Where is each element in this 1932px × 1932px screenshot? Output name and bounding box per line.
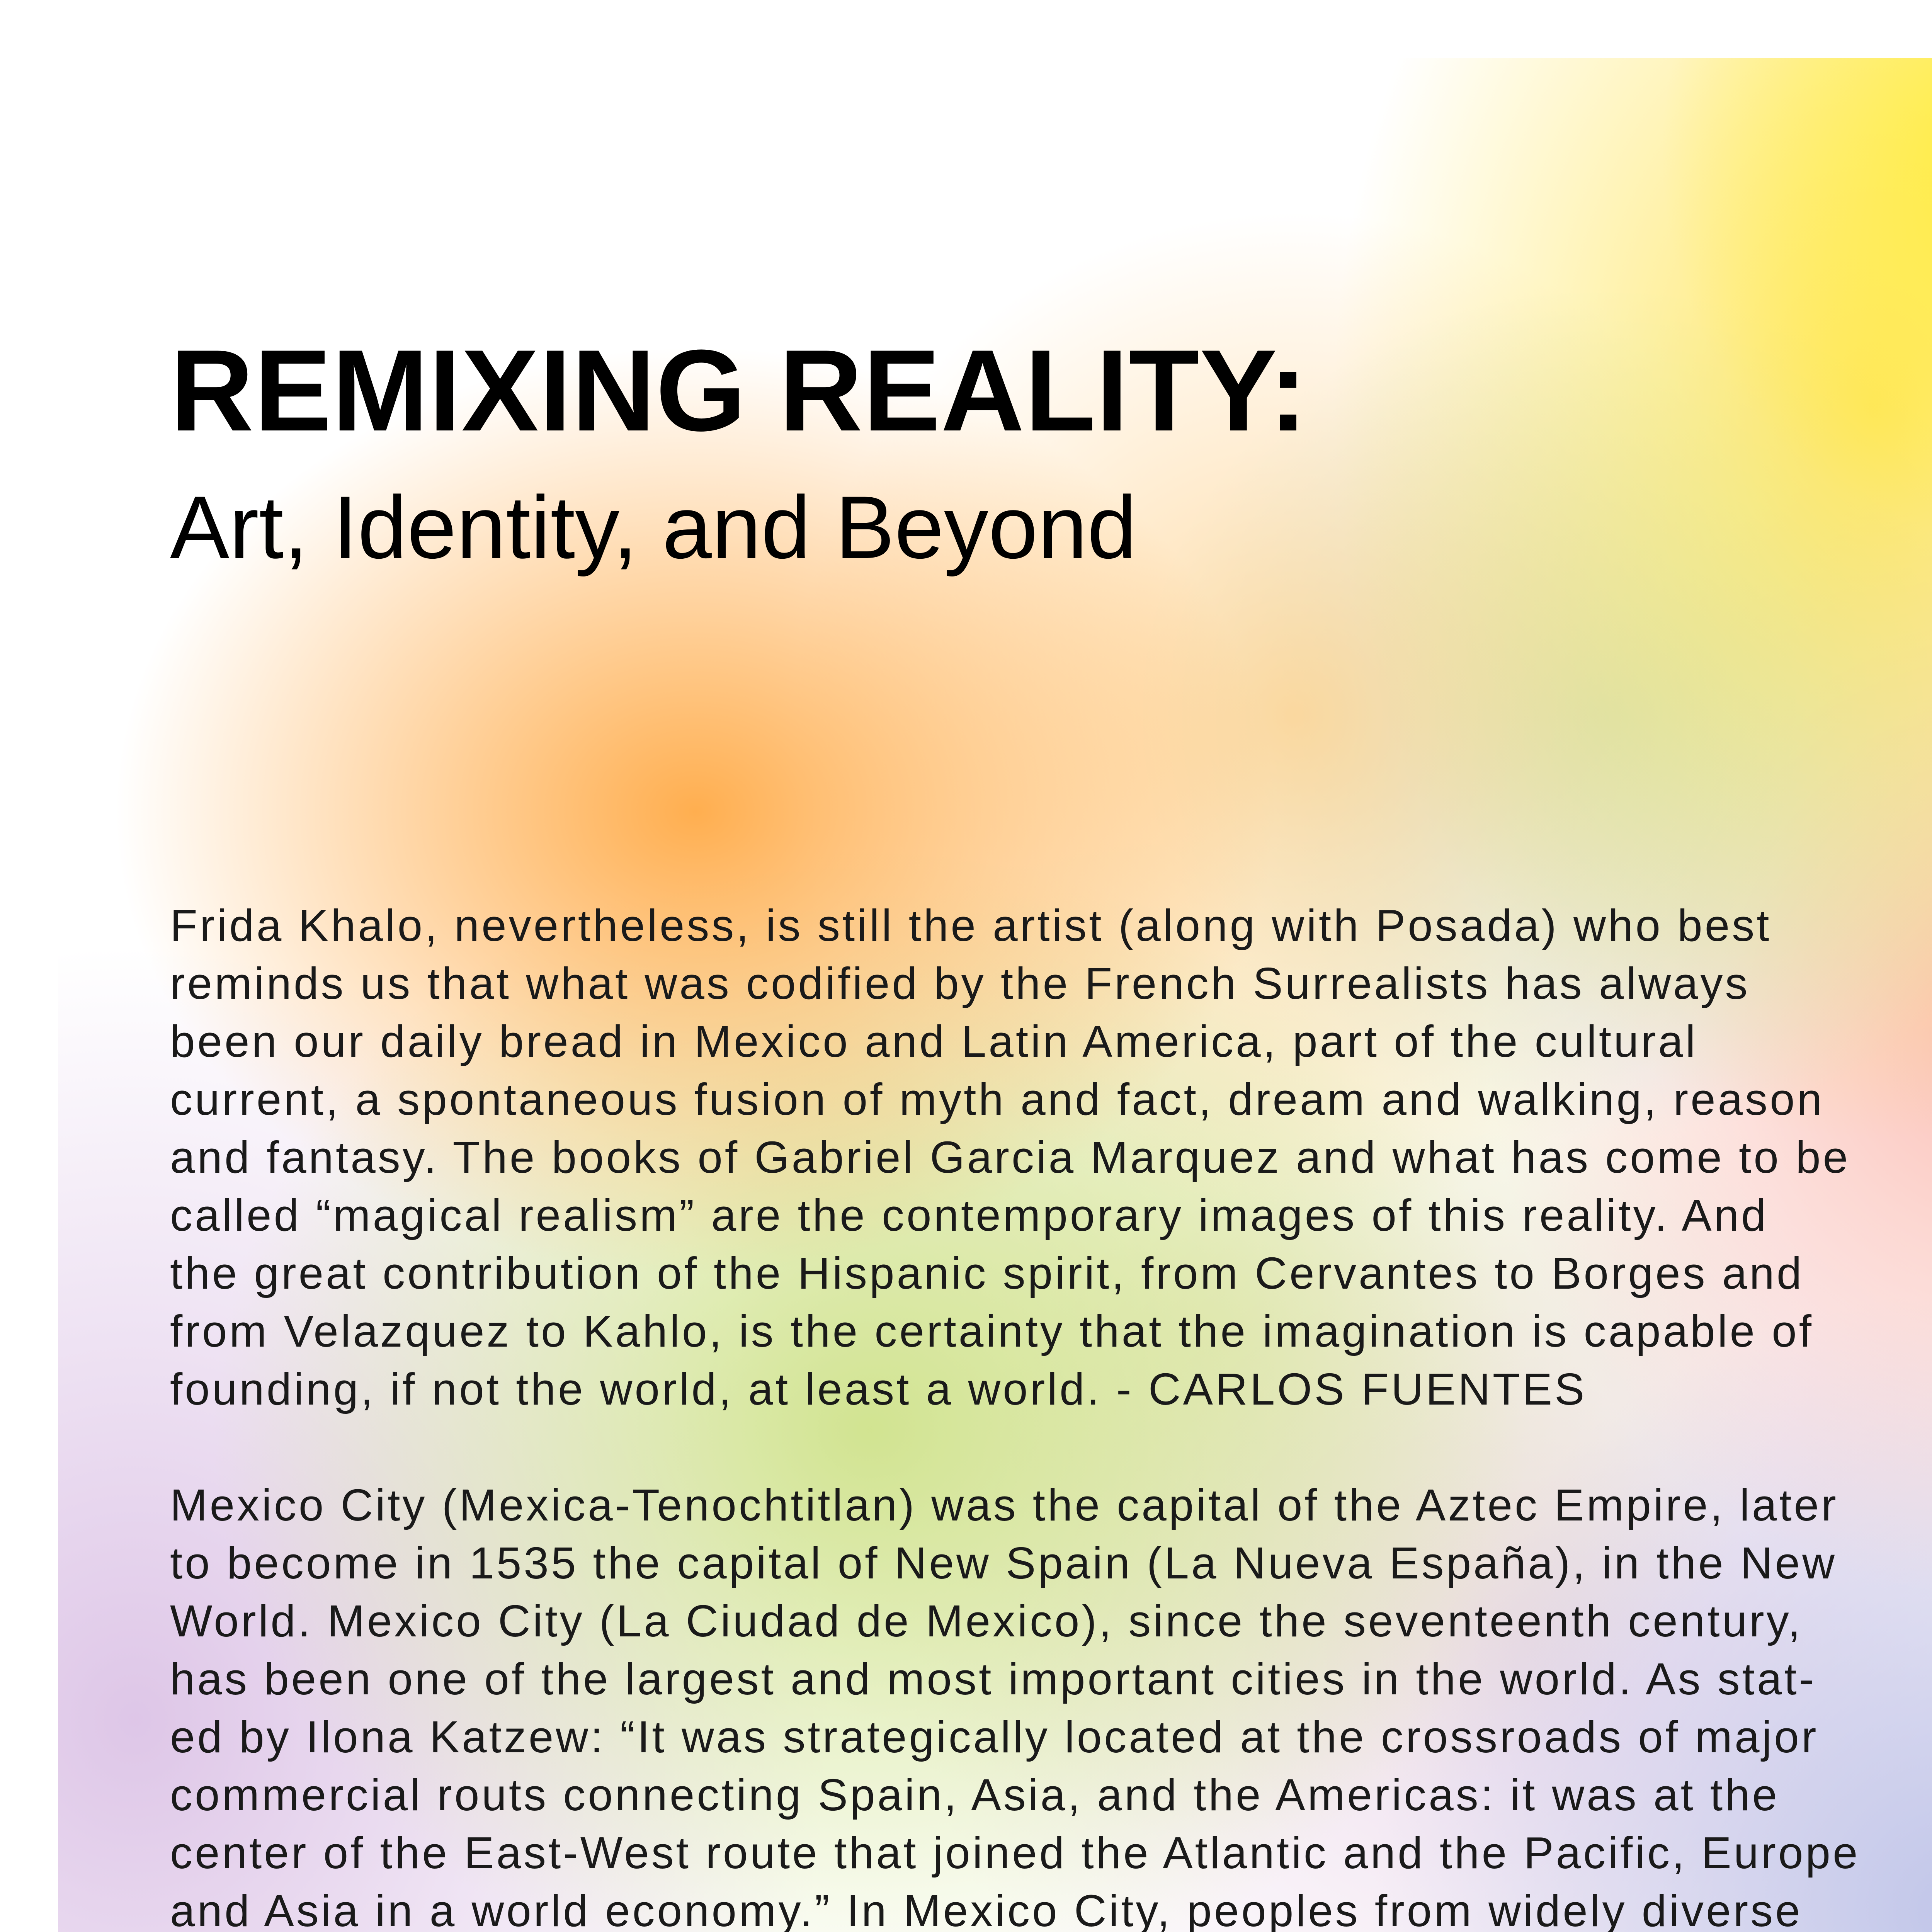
paragraph-line: and fantasy. The books of Gabriel Garcia Marquez and what has come to be — [170, 1128, 1850, 1186]
paragraph-line: been our daily bread in Mexico and Latin America, part of the cultural — [170, 1012, 1850, 1070]
paragraph-line: to become in 1535 the capital of New Spain (La Nueva España), in the New — [170, 1534, 1860, 1592]
paragraph-line: current, a spontaneous fusion of myth and fact, dream and walking, reason — [170, 1070, 1850, 1128]
paragraph-line: Frida Khalo, nevertheless, is still the artist (along with Posada) who best — [170, 896, 1850, 954]
paragraph-line: reminds us that what was codified by the French Surrealists has always — [170, 954, 1850, 1012]
paragraph-line: center of the East-West route that joined the Atlantic and the Pacific, Europe — [170, 1824, 1860, 1882]
paragraph-line: has been one of the largest and most important cities in the world. As stat- — [170, 1650, 1860, 1708]
paragraph-line: founding, if not the world, at least a world. - CARLOS FUENTES — [170, 1360, 1850, 1418]
paragraph-line: World. Mexico City (La Ciudad de Mexico), since the seventeenth century, — [170, 1592, 1860, 1650]
paragraph-line: the great contribution of the Hispanic spirit, from Cervantes to Borges and — [170, 1244, 1850, 1302]
paragraph-line: ed by Ilona Katzew: “It was strategically located at the crossroads of major — [170, 1708, 1860, 1766]
paragraph-line: and Asia in a world economy.” In Mexico City, peoples from widely diverse — [170, 1882, 1860, 1932]
paragraph-line: Mexico City (Mexica-Tenochtitlan) was the capital of the Aztec Empire, later — [170, 1476, 1860, 1534]
page-title: REMIXING REALITY: — [170, 332, 1308, 448]
paragraph-line: called “magical realism” are the contemporary images of this reality. And — [170, 1186, 1850, 1244]
paragraph-line: from Velazquez to Kahlo, is the certainty that the imagination is capable of — [170, 1302, 1850, 1360]
paragraph-line: commercial routs connecting Spain, Asia, and the Americas: it was at the — [170, 1766, 1860, 1824]
page-subtitle: Art, Identity, and Beyond — [170, 483, 1137, 572]
